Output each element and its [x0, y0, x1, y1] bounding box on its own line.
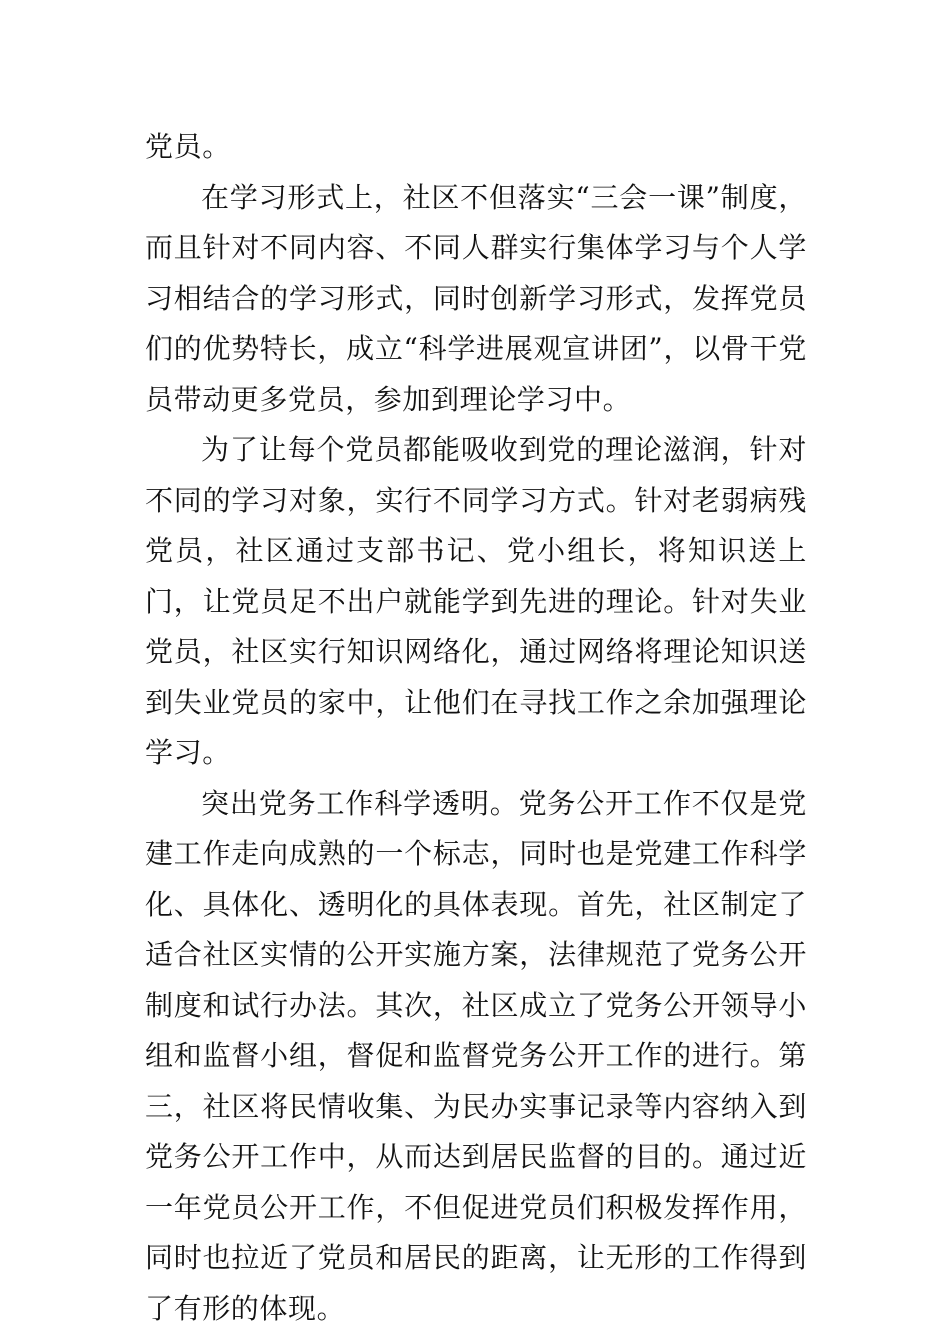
document-body: [145, 122, 807, 1334]
paragraph-continuation: 党员。: [145, 130, 231, 163]
paragraph-study-methods: 为了让每个党员都能吸收到党的理论滋润，针对不同的学习对象，实行不同学习方式。针对老弱病残党员，社区通过支部书记、党小组长，将知识送上门，让党员足不出户就能学到先进的理论。针对失业党员，社区实行知识网络化，通过网络将理论知识送到失业党员的家中，让他们在寻找工作之余加强理论学习。: [145, 433, 807, 769]
paragraph-study-format: 在学习形式上，社区不但落实“三会一课”制度，而且针对不同内容、不同人群实行集体学习与个人学习相结合的学习形式，同时创新学习形式，发挥党员们的优势特长，成立“科学进展观宣讲团”，以骨干党员带动更多党员，参加到理论学习中。: [145, 180, 807, 416]
paragraph-party-affairs-transparency: 突出党务工作科学透明。党务公开工作不仅是党建工作走向成熟的一个标志，同时也是党建工作科学化、具体化、透明化的具体表现。首先，社区制定了适合社区实情的公开实施方案，法律规范了党务公开制度和试行办法。其次，社区成立了党务公开领导小组和监督小组，督促和监督党务公开工作的进行。第三，社区将民情收集、为民办实事记录等内容纳入到党务公开工作中，从而达到居民监督的目的。通过近一年党员公开工作，不但促进党员们积极发挥作用，同时也拉近了党员和居民的距离，让无形的工作得到了有形的体现。: [145, 786, 807, 1325]
